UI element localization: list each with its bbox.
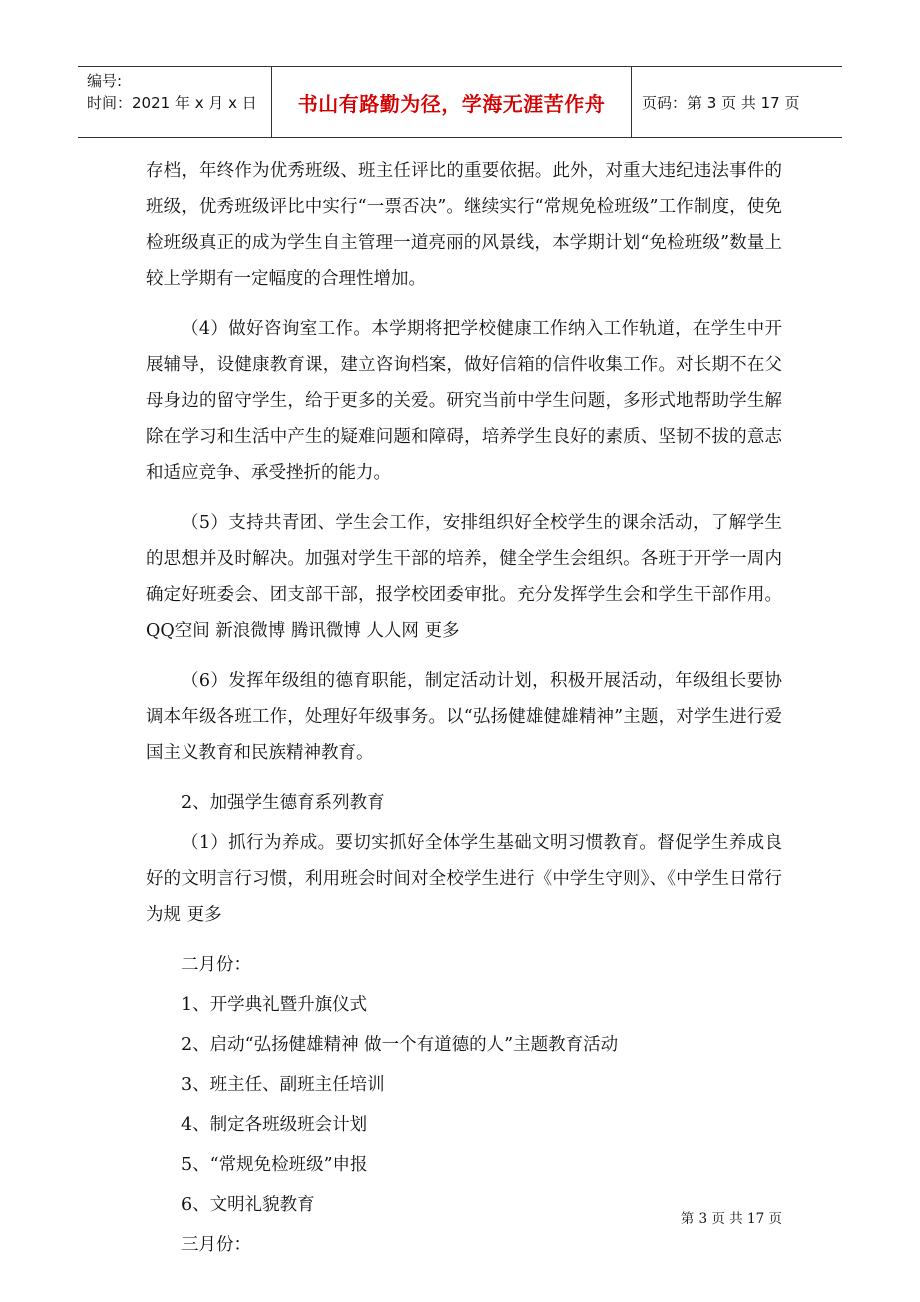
- doc-date-label: 时间：2021 年 x 月 x 日: [87, 94, 257, 112]
- doc-number-label: 编号:: [87, 72, 123, 90]
- page-footer: 第 3 页 共 17 页: [680, 1211, 782, 1227]
- list-item: 6、文明礼貌教育: [181, 1195, 315, 1215]
- paragraph: 存档，年终作为优秀班级、班主任评比的重要依据。此外，对重大违纪违法事件的班级，优秀班级评比中实行“一票否决”。继续实行“常规免检班级”工作制度，使免检班级真正的成为学生自主管理一道亮丽的风景线，本学期计划“免检班级”数量上较上学期有一定幅度的合理性增加。: [146, 161, 782, 289]
- list-item: 3、班主任、副班主任培训: [181, 1075, 385, 1095]
- list-item: 4、制定各班级班会计划: [181, 1115, 368, 1135]
- header-motto: 书山有路勤为径，学海无涯苦作舟: [272, 67, 632, 137]
- section-heading: 2、加强学生德育系列教育: [181, 793, 385, 813]
- header-page-number: 页码：第 3 页 共 17 页: [642, 93, 800, 112]
- list-item: 2、启动“弘扬健雄精神 做一个有道德的人”主题教育活动: [181, 1035, 619, 1055]
- document-body: [146, 153, 782, 1263]
- month-heading: 三月份：: [181, 1235, 251, 1255]
- page-header: [78, 66, 842, 138]
- header-meta: [78, 67, 272, 137]
- list-item: 1、开学典礼暨升旗仪式: [181, 995, 368, 1015]
- paragraph: （5）支持共青团、学生会工作，安排组织好全校学生的课余活动，了解学生的思想并及时解决。加强对学生干部的培养，健全学生会组织。各班于开学一周内确定好班委会、团支部干部，报学校团委审批。充分发挥学生会和学生干部作用。 QQ空间 新浪微博 腾讯微博 人人网 更多: [146, 513, 782, 641]
- paragraph: （6）发挥年级组的德育职能，制定活动计划，积极开展活动，年级组长要协调本年级各班工作，处理好年级事务。以“弘扬健雄健雄精神”主题，对学生进行爱国主义教育和民族精神教育。: [146, 671, 782, 763]
- paragraph: （1）抓行为养成。要切实抓好全体学生基础文明习惯教育。督促学生养成良好的文明言行习惯，利用班会时间对全校学生进行《中学生守则》、《中学生日常行为规 更多: [146, 833, 782, 925]
- paragraph: （4）做好咨询室工作。本学期将把学校健康工作纳入工作轨道，在学生中开展辅导，设健康教育课，建立咨询档案，做好信箱的信件收集工作。对长期不在父母身边的留守学生，给于更多的关爱。研究当前中学生问题，多形式地帮助学生解除在学习和生活中产生的疑难问题和障碍，培养学生良好的素质、坚韧不拔的意志和适应竞争、承受挫折的能力。: [146, 319, 782, 483]
- list-item: 5、“常规免检班级”申报: [181, 1155, 368, 1175]
- month-heading: 二月份：: [181, 955, 251, 975]
